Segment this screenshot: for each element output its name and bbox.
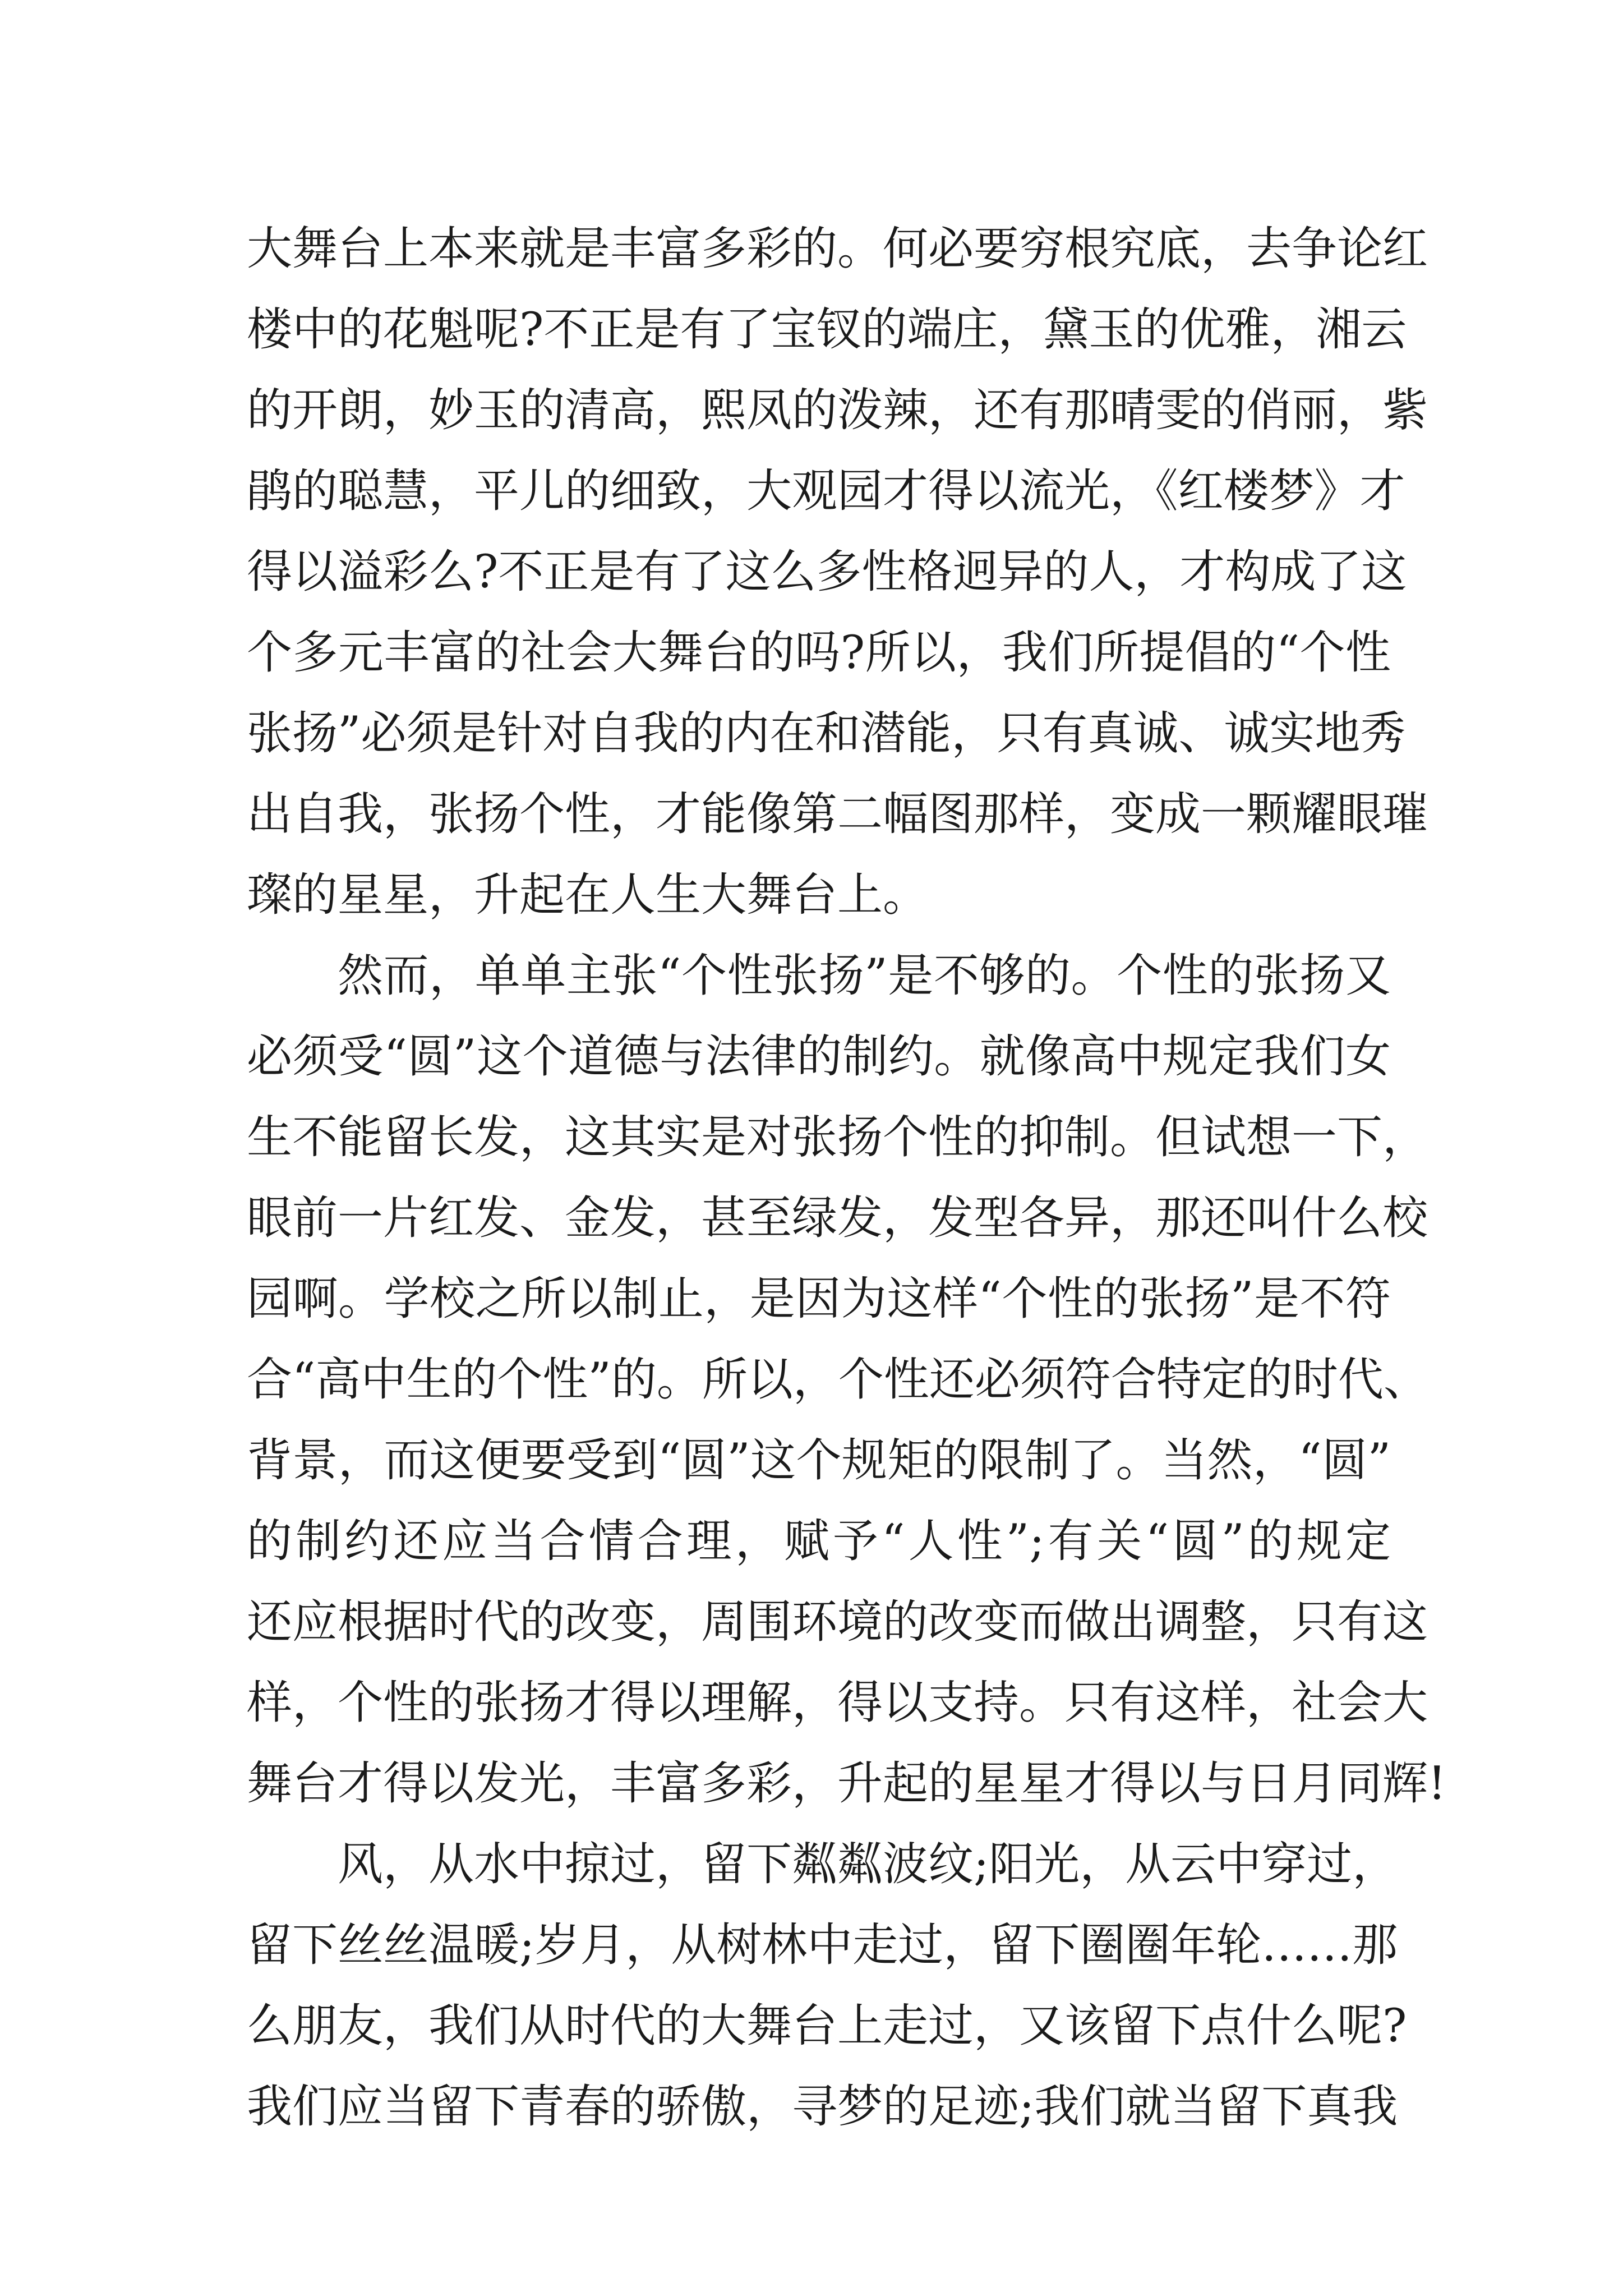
text-line: 我们应当留下青春的骄傲，寻梦的足迹;我们就当留下真我 <box>247 2081 1398 2133</box>
text-line: 么朋友，我们从时代的大舞台上走过，又该留下点什么呢? <box>247 2000 1407 2053</box>
text-line-paragraph-start: 然而，单单主张“个性张扬”是不够的。个性的张扬又 <box>338 950 1391 1002</box>
text-line: 鹃的聪慧，平儿的细致，大观园才得以流光，《红楼梦》才 <box>247 465 1405 518</box>
body-text <box>247 209 1446 2147</box>
text-line: 得以溢彩么?不正是有了这么多性格迥异的人，才构成了这 <box>247 546 1407 599</box>
text-line: 背景，而这便要受到“圆”这个规矩的限制了。当然，“圆” <box>247 1434 1391 1487</box>
text-line: 张扬”必须是针对自我的内在和潜能，只有真诚、诚实地秀 <box>247 707 1406 760</box>
text-line: 合“高中生的个性”的。所以，个性还必须符合特定的时代、 <box>247 1354 1429 1406</box>
text-line: 舞台才得以发光，丰富多彩，升起的星星才得以与日月同辉! <box>247 1757 1446 1810</box>
text-line: 的开朗，妙玉的清高，熙凤的泼辣，还有那晴雯的俏丽，紫 <box>247 384 1428 437</box>
text-line: 留下丝丝温暖;岁月，从树林中走过，留下圈圈年轮……那 <box>247 1919 1398 1972</box>
text-line: 出自我，张扬个性，才能像第二幅图那样，变成一颗耀眼璀 <box>247 788 1428 841</box>
text-line-paragraph-start: 风，从水中掠过，留下粼粼波纹;阳光，从云中穿过， <box>338 1838 1398 1891</box>
text-line: 个多元丰富的社会大舞台的吗?所以，我们所提倡的“个性 <box>247 627 1391 679</box>
text-line: 大舞台上本来就是丰富多彩的。何必要穷根究底，去争论红 <box>247 223 1428 275</box>
text-line: 还应根据时代的改变，周围环境的改变而做出调整，只有这 <box>247 1596 1428 1649</box>
text-line: 样，个性的张扬才得以理解，得以支持。只有这样，社会大 <box>247 1677 1428 1729</box>
text-line: 的制约还应当合情合理，赋予“人性”;有关“圆”的规定 <box>247 1515 1391 1568</box>
text-line: 生不能留长发，这其实是对张扬个性的抑制。但试想一下， <box>247 1111 1428 1164</box>
text-line: 园啊。学校之所以制止，是因为这样“个性的张扬”是不符 <box>247 1273 1391 1326</box>
text-line: 必须受“圆”这个道德与法律的制约。就像高中规定我们女 <box>247 1030 1391 1083</box>
text-line: 璨的星星，升起在人生大舞台上。 <box>247 869 929 922</box>
text-line: 眼前一片红发、金发，甚至绿发，发型各异，那还叫什么校 <box>247 1192 1428 1245</box>
text-line: 楼中的花魁呢?不正是有了宝钗的端庄，黛玉的优雅，湘云 <box>247 303 1407 356</box>
